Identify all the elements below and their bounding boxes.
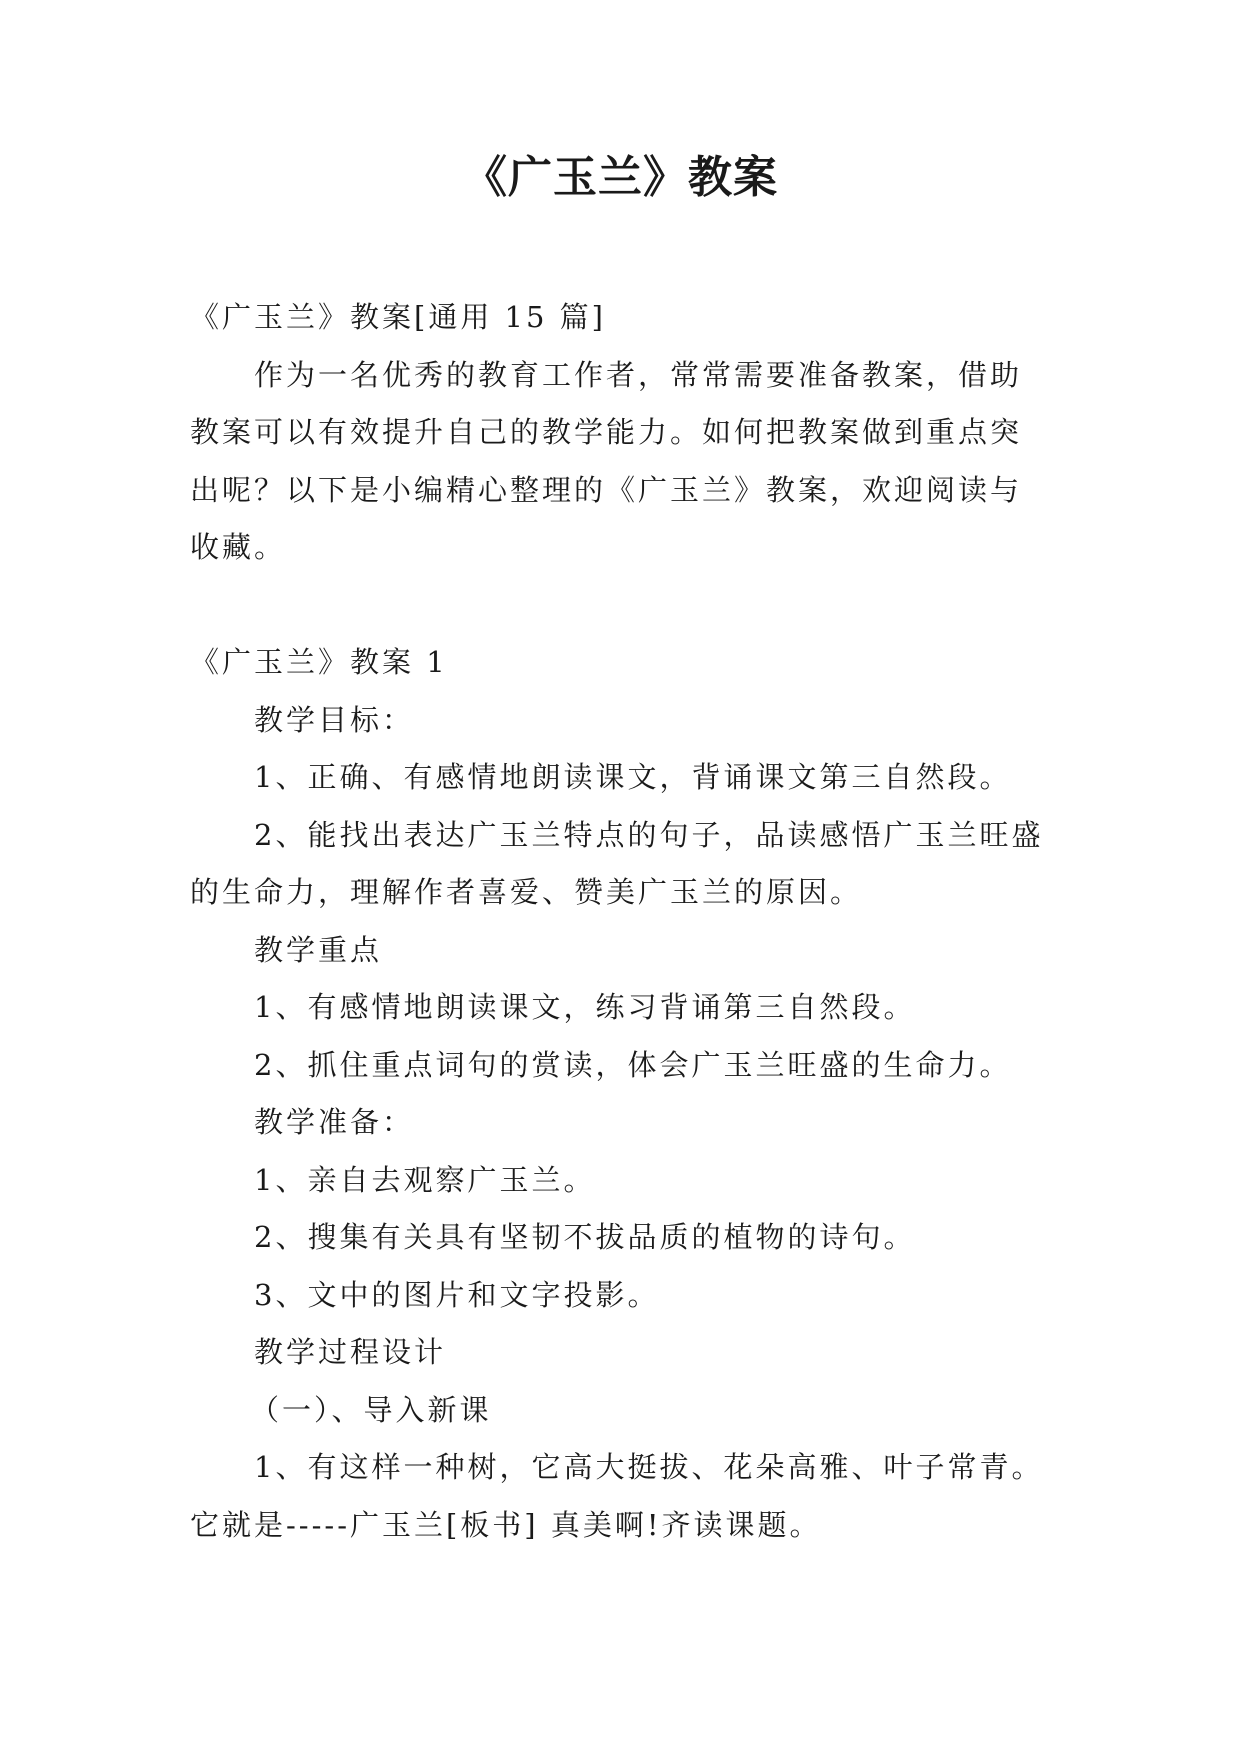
paragraph-teaching-goals: 教学目标： (254, 702, 415, 737)
paragraph-prep-2: 2、搜集有关具有坚韧不拔品质的植物的诗句。 (254, 1220, 916, 1254)
paragraph-goal-2: 2、能找出表达广玉兰特点的句子，品读感悟广玉兰旺盛的生命力，理解作者喜爱、赞美广玉兰的原因。 (190, 817, 1044, 909)
paragraph-step-1: 1、有这样一种树，它高大挺拔、花朵高雅、叶子常青。它就是-----广玉兰[板书] 真美啊!齐读课题。 (190, 1450, 1044, 1542)
paragraph-step-intro: （一）、导入新课 (250, 1392, 492, 1427)
section-heading: 《广玉兰》教案 1 (190, 645, 448, 679)
intro-paragraph: 作为一名优秀的教育工作者，常常需要准备教案，借助教案可以有效提升自己的教学能力。如何把教案做到重点突出呢？以下是小编精心整理的《广玉兰》教案，欢迎阅读与收藏。 (190, 357, 1023, 564)
paragraph-process-design: 教学过程设计 (254, 1335, 447, 1369)
paragraph-goal-1: 1、正确、有感情地朗读课文，背诵课文第三自然段。 (254, 760, 1012, 794)
subtitle-line: 《广玉兰》教案[通用 15 篇] (190, 300, 606, 334)
paragraph-preparation: 教学准备： (254, 1105, 415, 1139)
paragraph-key-point-2: 2、抓住重点词句的赏读，体会广玉兰旺盛的生命力。 (254, 1047, 1012, 1082)
blank-line (190, 577, 1050, 635)
paragraph-key-point-1: 1、有感情地朗读课文，练习背诵第三自然段。 (254, 990, 916, 1024)
paragraph-key-points: 教学重点 (254, 932, 383, 967)
document-body (190, 289, 1050, 1554)
paragraph-prep-1: 1、亲自去观察广玉兰。 (254, 1162, 596, 1197)
document-title: 《广玉兰》教案 (463, 152, 778, 203)
paragraph-prep-3: 3、文中的图片和文字投影。 (254, 1277, 660, 1312)
